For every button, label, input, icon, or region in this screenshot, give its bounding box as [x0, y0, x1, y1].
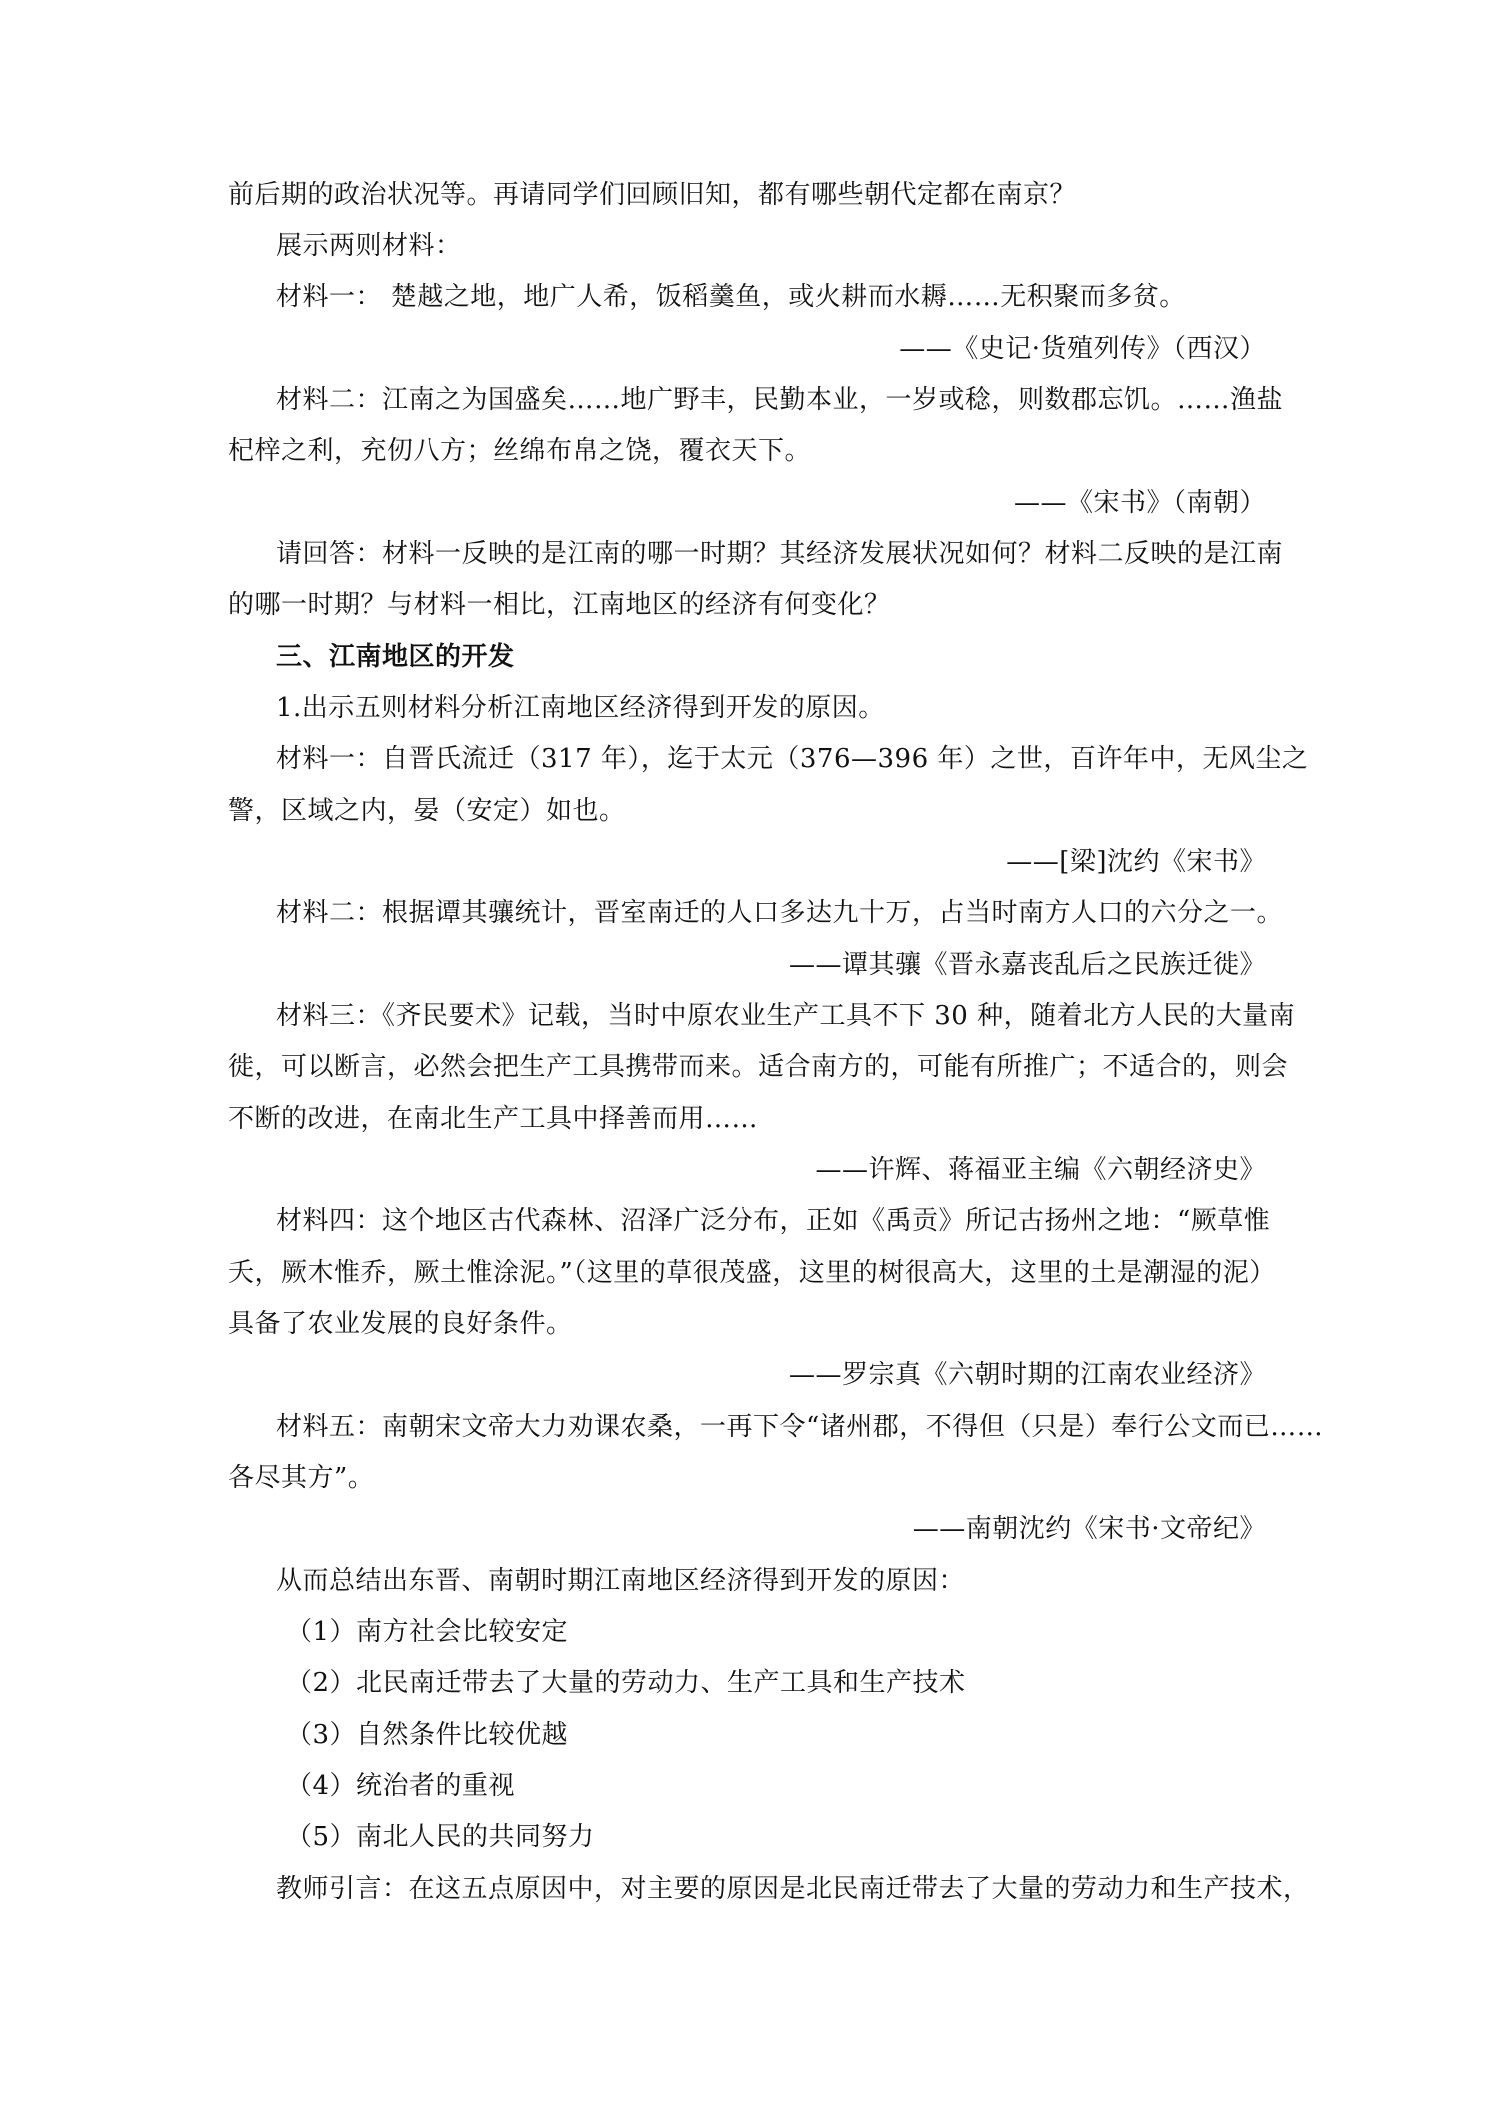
list-item: （1）南方社会比较安定 — [286, 1617, 569, 1647]
citation: ——罗宗真《六朝时期的江南农业经济》 — [788, 1360, 1266, 1390]
list-item: （3）自然条件比较优越 — [286, 1720, 569, 1750]
material-line: 具备了农业发展的良好条件。 — [228, 1309, 573, 1339]
material-line: 各尽其方”。 — [228, 1463, 375, 1493]
material-line: 材料四：这个地区古代森林、沼泽广泛分布，正如《禹贡》所记古扬州之地：“厥草惟 — [276, 1206, 1271, 1236]
paragraph-line: 前后期的政治状况等。再请同学们回顾旧知，都有哪些朝代定都在南京？ — [228, 180, 1077, 210]
material-line: 杞梓之利，充仞八方；丝绵布帛之饶，覆衣天下。 — [228, 436, 812, 466]
paragraph-line: 教师引言：在这五点原因中，对主要的原因是北民南迁带去了大量的劳动力和生产技术， — [276, 1874, 1310, 1904]
list-item: （5）南北人民的共同努力 — [286, 1822, 595, 1852]
material-line: 夭，厥木惟乔，厥土惟涂泥。”（这里的草很茂盛，这里的树很高大，这里的土是潮湿的泥） — [228, 1258, 1276, 1288]
material-line: 材料三：《齐民要术》记载，当时中原农业生产工具不下 30 种，随着北方人民的大量南 — [276, 1001, 1296, 1031]
material-line: 材料二：江南之为国盛矣……地广野丰，民勤本业，一岁或稔，则数郡忘饥。……渔盐 — [276, 385, 1284, 415]
question-line: 请回答：材料一反映的是江南的哪一时期？其经济发展状况如何？材料二反映的是江南 — [276, 539, 1284, 569]
citation: ——谭其骧《晋永嘉丧乱后之民族迁徙》 — [788, 950, 1266, 980]
material-line: 不断的改进，在南北生产工具中择善而用…… — [228, 1104, 759, 1134]
material-line: 材料一：自晋氏流迁（317 年），迄于太元（376—396 年）之世，百许年中，无风尘之 — [276, 744, 1309, 774]
citation: ——[梁]沈约《宋书》 — [1006, 847, 1266, 877]
list-item: （4）统治者的重视 — [286, 1771, 516, 1801]
citation: ——《宋书》（南朝） — [1013, 488, 1266, 518]
material-line: 警，区域之内，晏（安定）如也。 — [228, 796, 626, 826]
list-item: （2）北民南迁带去了大量的劳动力、生产工具和生产技术 — [286, 1668, 966, 1698]
citation: ——南朝沈约《宋书·文帝纪》 — [912, 1514, 1266, 1544]
paragraph-line: 1.出示五则材料分析江南地区经济得到开发的原因。 — [276, 693, 885, 723]
question-line: 的哪一时期？与材料一相比，江南地区的经济有何变化？ — [228, 590, 891, 620]
material-line: 材料二：根据谭其骧统计，晋室南迁的人口多达九十万，占当时南方人口的六分之一。 — [276, 898, 1284, 928]
section-heading: 三、江南地区的开发 — [276, 642, 515, 672]
citation: ——许辉、蒋福亚主编《六朝经济史》 — [815, 1155, 1266, 1185]
paragraph-line: 展示两则材料： — [276, 231, 462, 261]
material-line: 材料五：南朝宋文帝大力劝课农桑，一再下令“诸州郡，不得但（只是）奉行公文而已…… — [276, 1412, 1324, 1442]
material-line: 徙，可以断言，必然会把生产工具携带而来。适合南方的，可能有所推广；不适合的，则会 — [228, 1052, 1289, 1082]
citation: ——《史记·货殖列传》（西汉） — [899, 334, 1266, 364]
material-line: 材料一： 楚越之地，地广人希，饭稻羹鱼，或火耕而水耨……无积聚而多贫。 — [276, 282, 1186, 312]
paragraph-line: 从而总结出东晋、南朝时期江南地区经济得到开发的原因： — [276, 1566, 966, 1596]
